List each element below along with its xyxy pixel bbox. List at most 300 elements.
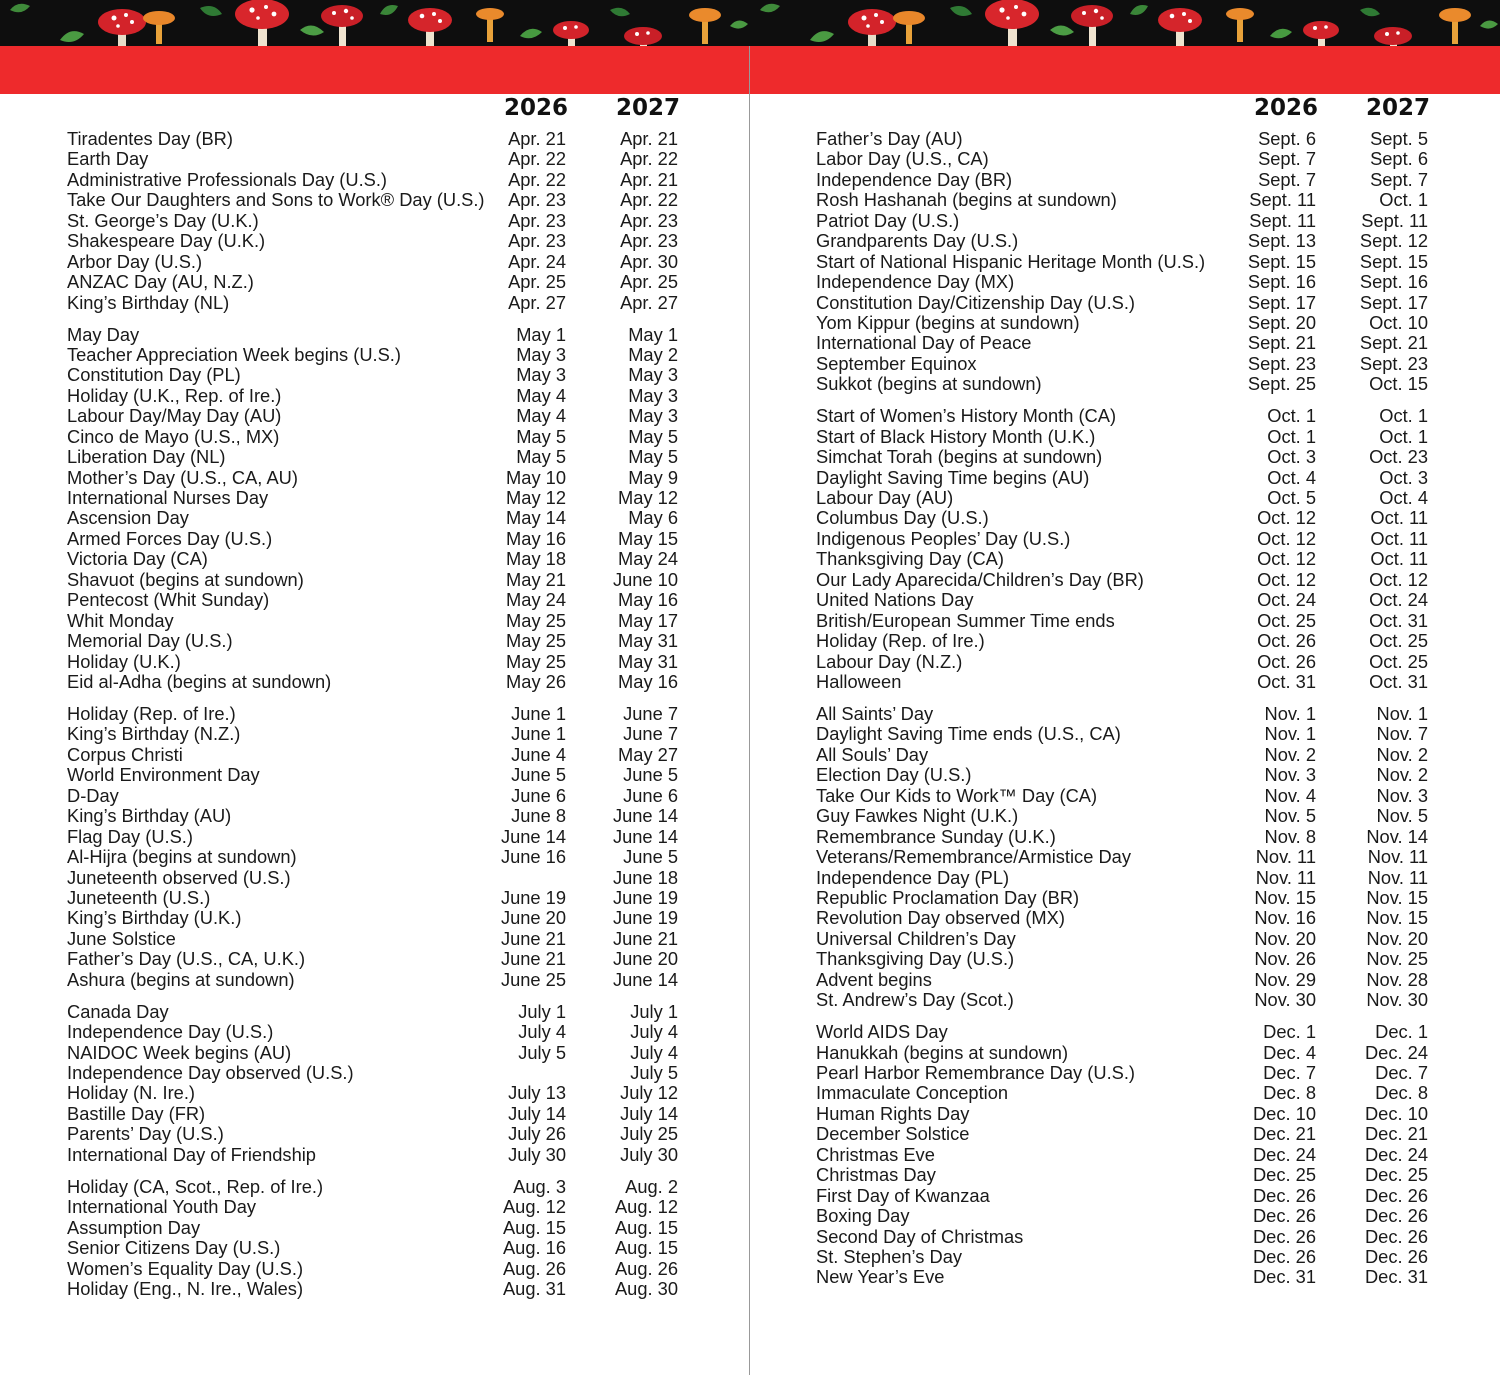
holiday-name: June Solstice bbox=[67, 927, 176, 949]
month-group bbox=[0, 129, 749, 313]
date-2027: Aug. 12 bbox=[614, 1196, 678, 1218]
date-2026: Apr. 23 bbox=[508, 230, 566, 252]
date-2026: Nov. 11 bbox=[1255, 866, 1316, 888]
date-2026: Dec. 7 bbox=[1263, 1062, 1316, 1084]
date-2027: July 25 bbox=[620, 1123, 678, 1145]
date-2026: Apr. 22 bbox=[508, 168, 566, 190]
holiday-row bbox=[750, 908, 1500, 928]
date-2026: May 24 bbox=[506, 589, 566, 611]
year-header-2026: 2026 bbox=[503, 95, 568, 121]
holiday-row bbox=[0, 211, 749, 231]
date-2026: Apr. 25 bbox=[508, 271, 566, 293]
holiday-row bbox=[0, 1145, 749, 1165]
holiday-row bbox=[0, 325, 749, 345]
date-2026: Nov. 15 bbox=[1254, 886, 1316, 908]
holiday-name: D-Day bbox=[67, 784, 119, 806]
holiday-row bbox=[750, 1145, 1500, 1165]
date-2027: Sept. 16 bbox=[1359, 271, 1428, 293]
date-2027: July 14 bbox=[620, 1102, 678, 1124]
date-2027: June 21 bbox=[612, 927, 678, 949]
holiday-name: St. Stephen’s Day bbox=[816, 1245, 962, 1267]
holiday-row bbox=[750, 652, 1500, 672]
holiday-row bbox=[0, 1063, 749, 1083]
holiday-name: Hanukkah (begins at sundown) bbox=[816, 1041, 1069, 1063]
date-2026: Apr. 23 bbox=[508, 189, 566, 211]
date-2026: May 3 bbox=[516, 343, 566, 365]
holiday-name: Shakespeare Day (U.K.) bbox=[67, 230, 266, 252]
holiday-name: December Solstice bbox=[816, 1123, 970, 1145]
date-2027: May 3 bbox=[628, 384, 678, 406]
holiday-row bbox=[0, 468, 749, 488]
holiday-row bbox=[0, 1002, 749, 1022]
holiday-row bbox=[0, 293, 749, 313]
date-2027: Oct. 11 bbox=[1370, 548, 1428, 570]
holiday-row bbox=[750, 672, 1500, 692]
date-2026: Dec. 8 bbox=[1263, 1082, 1316, 1104]
holiday-name: Indigenous Peoples’ Day (U.S.) bbox=[816, 527, 1071, 549]
date-2026: Dec. 24 bbox=[1252, 1143, 1316, 1165]
holiday-name: NAIDOC Week begins (AU) bbox=[67, 1041, 292, 1063]
holiday-name: Labour Day (N.Z.) bbox=[816, 650, 963, 672]
holiday-name: Sukkot (begins at sundown) bbox=[816, 373, 1042, 395]
date-2027: Sept. 11 bbox=[1361, 209, 1428, 231]
holiday-row bbox=[750, 549, 1500, 569]
holiday-name: Armed Forces Day (U.S.) bbox=[67, 527, 273, 549]
month-group bbox=[0, 1002, 749, 1166]
date-2026: July 30 bbox=[508, 1143, 566, 1165]
date-2027: June 14 bbox=[612, 825, 678, 847]
holiday-name: Holiday (Eng., N. Ire., Wales) bbox=[67, 1278, 304, 1299]
holiday-row bbox=[750, 529, 1500, 549]
date-2027: Dec. 25 bbox=[1364, 1164, 1428, 1186]
date-2026: July 14 bbox=[508, 1102, 566, 1124]
holiday-row bbox=[0, 345, 749, 365]
date-2026: June 16 bbox=[500, 846, 566, 868]
date-2027: Aug. 2 bbox=[625, 1175, 678, 1197]
date-2026: Aug. 16 bbox=[502, 1237, 566, 1259]
holiday-row bbox=[750, 190, 1500, 210]
holiday-name: Start of Black History Month (U.K.) bbox=[816, 425, 1096, 447]
date-2026: Aug. 15 bbox=[502, 1216, 566, 1238]
holiday-row bbox=[750, 1124, 1500, 1144]
date-2026: Apr. 27 bbox=[508, 291, 566, 313]
holiday-name: Election Day (U.S.) bbox=[816, 764, 972, 786]
date-2027: Oct. 1 bbox=[1379, 189, 1428, 211]
date-2027: Dec. 24 bbox=[1364, 1143, 1428, 1165]
holiday-row bbox=[0, 1218, 749, 1238]
date-2027: Aug. 15 bbox=[614, 1216, 678, 1238]
holiday-name: Daylight Saving Time begins (AU) bbox=[816, 466, 1090, 488]
holiday-name: Juneteenth (U.S.) bbox=[67, 886, 211, 908]
holiday-name: Rosh Hashanah (begins at sundown) bbox=[816, 189, 1117, 211]
date-2027: Aug. 26 bbox=[614, 1257, 678, 1279]
holiday-row bbox=[0, 129, 749, 149]
date-2027: June 10 bbox=[612, 568, 678, 590]
holiday-row bbox=[750, 272, 1500, 292]
holiday-name: Women’s Equality Day (U.S.) bbox=[67, 1257, 304, 1279]
date-2027: Nov. 28 bbox=[1366, 968, 1428, 990]
holiday-list bbox=[750, 129, 1500, 1299]
holiday-name: Ashura (begins at sundown) bbox=[67, 968, 295, 990]
date-2027: July 4 bbox=[630, 1021, 678, 1043]
holiday-row bbox=[0, 508, 749, 528]
date-2026: Oct. 5 bbox=[1267, 487, 1316, 509]
date-2026: Sept. 13 bbox=[1247, 230, 1316, 252]
holiday-name: Second Day of Christmas bbox=[816, 1225, 1024, 1247]
date-2027: Dec. 10 bbox=[1364, 1102, 1428, 1124]
date-2027: Dec. 7 bbox=[1375, 1062, 1428, 1084]
date-2027: May 5 bbox=[628, 446, 678, 468]
holiday-row bbox=[750, 231, 1500, 251]
date-2026: Apr. 23 bbox=[508, 209, 566, 231]
holiday-row bbox=[750, 354, 1500, 374]
date-2026: May 10 bbox=[506, 466, 566, 488]
holiday-row bbox=[0, 386, 749, 406]
date-2026: Nov. 11 bbox=[1255, 846, 1316, 868]
date-2026: Oct. 12 bbox=[1257, 507, 1316, 529]
date-2027: Dec. 21 bbox=[1364, 1123, 1428, 1145]
date-2027: Apr. 21 bbox=[620, 128, 678, 149]
holiday-row bbox=[0, 190, 749, 210]
holiday-row bbox=[0, 868, 749, 888]
holiday-row bbox=[0, 1238, 749, 1258]
date-2027: Oct. 24 bbox=[1369, 589, 1428, 611]
date-2026: Oct. 26 bbox=[1257, 650, 1316, 672]
date-2027: Oct. 10 bbox=[1369, 311, 1428, 333]
date-2027: June 5 bbox=[623, 846, 678, 868]
holiday-name: Independence Day (PL) bbox=[816, 866, 1010, 888]
holiday-name: Labor Day (U.S., CA) bbox=[816, 148, 989, 170]
holiday-name: May Day bbox=[67, 323, 140, 345]
date-2027: Apr. 22 bbox=[620, 148, 678, 170]
holiday-name: Juneteenth observed (U.S.) bbox=[67, 866, 291, 888]
holiday-row bbox=[0, 406, 749, 426]
date-2027: July 12 bbox=[620, 1082, 678, 1104]
date-2026: Oct. 1 bbox=[1267, 405, 1316, 427]
date-2027: Dec. 8 bbox=[1375, 1082, 1428, 1104]
date-2026: Oct. 24 bbox=[1257, 589, 1316, 611]
date-2027: Apr. 27 bbox=[620, 291, 678, 313]
holiday-row bbox=[0, 652, 749, 672]
date-2027: Oct. 1 bbox=[1379, 425, 1428, 447]
date-2027: Oct. 23 bbox=[1369, 446, 1428, 468]
holiday-row bbox=[750, 570, 1500, 590]
holiday-row bbox=[0, 847, 749, 867]
date-2026: May 14 bbox=[506, 507, 566, 529]
holiday-row bbox=[750, 847, 1500, 867]
date-2027: June 7 bbox=[623, 703, 678, 724]
holiday-name: Constitution Day (PL) bbox=[67, 364, 241, 386]
date-2026: May 18 bbox=[506, 548, 566, 570]
date-2026: July 13 bbox=[508, 1082, 566, 1104]
date-2026: Nov. 29 bbox=[1254, 968, 1316, 990]
date-2026: Sept. 7 bbox=[1258, 148, 1316, 170]
holiday-row bbox=[0, 590, 749, 610]
date-2027: May 15 bbox=[618, 527, 678, 549]
date-2026: Oct. 12 bbox=[1257, 568, 1316, 590]
date-2026: June 14 bbox=[500, 825, 566, 847]
holiday-row bbox=[0, 1043, 749, 1063]
month-group bbox=[0, 704, 749, 990]
holiday-row bbox=[0, 888, 749, 908]
holiday-name: Labour Day (AU) bbox=[816, 487, 954, 509]
holiday-row bbox=[750, 611, 1500, 631]
date-2027: Nov. 3 bbox=[1376, 784, 1428, 806]
holiday-row bbox=[750, 129, 1500, 149]
date-2026: May 4 bbox=[516, 405, 566, 427]
holiday-name: United Nations Day bbox=[816, 589, 974, 611]
date-2027: Nov. 25 bbox=[1366, 948, 1428, 970]
date-2027: May 16 bbox=[618, 589, 678, 611]
date-2026: Dec. 26 bbox=[1252, 1184, 1316, 1206]
holiday-name: Halloween bbox=[816, 670, 902, 692]
holiday-row bbox=[750, 1165, 1500, 1185]
holiday-row bbox=[0, 170, 749, 190]
holiday-name: Universal Children’s Day bbox=[816, 927, 1016, 949]
holiday-name: All Saints’ Day bbox=[816, 703, 934, 724]
holiday-name: Canada Day bbox=[67, 1000, 169, 1022]
month-group bbox=[750, 406, 1500, 692]
holiday-list bbox=[0, 129, 749, 1311]
holiday-name: September Equinox bbox=[816, 352, 977, 374]
holiday-row bbox=[0, 929, 749, 949]
date-2027: Oct. 11 bbox=[1370, 527, 1428, 549]
date-2026: July 1 bbox=[518, 1000, 566, 1022]
holiday-name: New Year’s Eve bbox=[816, 1266, 945, 1288]
holiday-name: Advent begins bbox=[816, 968, 932, 990]
holiday-row bbox=[0, 786, 749, 806]
holiday-name: Al-Hijra (begins at sundown) bbox=[67, 846, 297, 868]
holiday-row bbox=[750, 806, 1500, 826]
holiday-name: King’s Birthday (NL) bbox=[67, 291, 230, 313]
holiday-name: Guy Fawkes Night (U.K.) bbox=[816, 805, 1019, 827]
date-2026: June 21 bbox=[500, 948, 566, 970]
holiday-row bbox=[750, 590, 1500, 610]
holiday-name: Corpus Christi bbox=[67, 743, 183, 765]
date-2027: Dec. 26 bbox=[1364, 1184, 1428, 1206]
holiday-name: British/European Summer Time ends bbox=[816, 609, 1115, 631]
date-2026: Sept. 23 bbox=[1247, 352, 1316, 374]
holiday-name: Victoria Day (CA) bbox=[67, 548, 208, 570]
holiday-row bbox=[750, 211, 1500, 231]
date-2026: June 4 bbox=[511, 743, 566, 765]
holiday-name: Mother’s Day (U.S., CA, AU) bbox=[67, 466, 298, 488]
holiday-row bbox=[0, 529, 749, 549]
date-2027: Nov. 11 bbox=[1367, 866, 1428, 888]
holiday-name: King’s Birthday (U.K.) bbox=[67, 907, 242, 929]
date-2027: May 24 bbox=[618, 548, 678, 570]
date-2026: May 25 bbox=[506, 630, 566, 652]
holiday-row bbox=[750, 786, 1500, 806]
date-2026: May 26 bbox=[506, 670, 566, 692]
date-2026: Sept. 6 bbox=[1258, 128, 1316, 149]
holiday-row bbox=[750, 1186, 1500, 1206]
mushroom-pattern-banner bbox=[0, 0, 1500, 46]
holiday-row bbox=[750, 1022, 1500, 1042]
holiday-row bbox=[750, 447, 1500, 467]
date-2027: June 6 bbox=[623, 784, 678, 806]
holiday-row bbox=[0, 949, 749, 969]
holiday-name: Start of National Hispanic Heritage Month (U.S.) bbox=[816, 250, 1206, 272]
holiday-name: Revolution Day observed (MX) bbox=[816, 907, 1065, 929]
holiday-row bbox=[0, 231, 749, 251]
date-2026: June 19 bbox=[500, 886, 566, 908]
year-header-2026: 2026 bbox=[1253, 95, 1318, 121]
holiday-name: Daylight Saving Time ends (U.S., CA) bbox=[816, 723, 1121, 745]
date-2027: May 6 bbox=[628, 507, 678, 529]
date-2026: June 25 bbox=[500, 968, 566, 990]
month-group bbox=[750, 1022, 1500, 1288]
holiday-row bbox=[750, 970, 1500, 990]
date-2026: Aug. 31 bbox=[502, 1278, 566, 1299]
holiday-name: International Youth Day bbox=[67, 1196, 257, 1218]
holiday-name: Patriot Day (U.S.) bbox=[816, 209, 960, 231]
date-2026: July 5 bbox=[518, 1041, 566, 1063]
holiday-name: Memorial Day (U.S.) bbox=[67, 630, 233, 652]
holiday-row bbox=[750, 333, 1500, 353]
holiday-name: Eid al-Adha (begins at sundown) bbox=[67, 670, 332, 692]
holiday-name: International Day of Friendship bbox=[67, 1143, 316, 1165]
holiday-row bbox=[750, 252, 1500, 272]
holiday-name: King’s Birthday (AU) bbox=[67, 805, 232, 827]
holiday-row bbox=[0, 631, 749, 651]
date-2026: Oct. 12 bbox=[1257, 548, 1316, 570]
date-2026: Apr. 22 bbox=[508, 148, 566, 170]
date-2026: Nov. 1 bbox=[1264, 703, 1316, 724]
holiday-row bbox=[750, 170, 1500, 190]
holiday-name: Our Lady Aparecida/Children’s Day (BR) bbox=[816, 568, 1144, 590]
date-2027: Apr. 23 bbox=[620, 209, 678, 231]
date-2027: Nov. 2 bbox=[1376, 764, 1428, 786]
holiday-name: Holiday (U.K., Rep. of Ire.) bbox=[67, 384, 282, 406]
date-2027: Oct. 11 bbox=[1370, 507, 1428, 529]
holiday-name: Thanksgiving Day (U.S.) bbox=[816, 948, 1015, 970]
date-2026: Dec. 26 bbox=[1252, 1225, 1316, 1247]
date-2027: Apr. 25 bbox=[620, 271, 678, 293]
holiday-name: Parents’ Day (U.S.) bbox=[67, 1123, 224, 1145]
date-2026: Sept. 25 bbox=[1247, 373, 1316, 395]
holiday-row bbox=[750, 488, 1500, 508]
date-2026: May 25 bbox=[506, 609, 566, 631]
date-2026: Nov. 2 bbox=[1264, 743, 1316, 765]
date-2026: Dec. 4 bbox=[1263, 1041, 1316, 1063]
holiday-name: Pentecost (Whit Sunday) bbox=[67, 589, 270, 611]
holiday-name: Take Our Kids to Work™ Day (CA) bbox=[816, 784, 1098, 806]
date-2027: June 18 bbox=[612, 866, 678, 888]
holiday-row bbox=[0, 827, 749, 847]
holiday-row bbox=[750, 468, 1500, 488]
holiday-row bbox=[750, 1247, 1500, 1267]
date-2027: Aug. 30 bbox=[614, 1278, 678, 1299]
date-2027: Nov. 14 bbox=[1366, 825, 1428, 847]
date-2026: Sept. 11 bbox=[1249, 189, 1316, 211]
date-2026: Nov. 1 bbox=[1264, 723, 1316, 745]
month-group bbox=[750, 129, 1500, 395]
holiday-name: Start of Women’s History Month (CA) bbox=[816, 405, 1117, 427]
holiday-name: Holiday (U.K.) bbox=[67, 650, 181, 672]
holiday-row bbox=[0, 704, 749, 724]
date-2027: Sept. 15 bbox=[1359, 250, 1428, 272]
holiday-name: Cinco de Mayo (U.S., MX) bbox=[67, 425, 280, 447]
holiday-row bbox=[0, 1022, 749, 1042]
holiday-row bbox=[750, 949, 1500, 969]
date-2026: May 1 bbox=[516, 323, 566, 345]
date-2026: Nov. 3 bbox=[1264, 764, 1316, 786]
date-2027: Sept. 6 bbox=[1370, 148, 1428, 170]
holiday-name: Assumption Day bbox=[67, 1216, 201, 1238]
holiday-row bbox=[0, 1279, 749, 1299]
date-2026: Dec. 10 bbox=[1252, 1102, 1316, 1124]
holiday-name: Labour Day/May Day (AU) bbox=[67, 405, 282, 427]
date-2027: July 4 bbox=[630, 1041, 678, 1063]
date-2026: Dec. 26 bbox=[1252, 1245, 1316, 1267]
date-2027: Oct. 15 bbox=[1369, 373, 1428, 395]
date-2026: May 3 bbox=[516, 364, 566, 386]
date-2027: Nov. 11 bbox=[1367, 846, 1428, 868]
date-2027: Nov. 15 bbox=[1366, 886, 1428, 908]
date-2026: Sept. 17 bbox=[1247, 291, 1316, 313]
holiday-name: Immaculate Conception bbox=[816, 1082, 1009, 1104]
holiday-row bbox=[750, 990, 1500, 1010]
holiday-name: Whit Monday bbox=[67, 609, 174, 631]
holiday-row bbox=[750, 765, 1500, 785]
date-2027: Dec. 1 bbox=[1375, 1021, 1428, 1043]
date-2027: Oct. 31 bbox=[1369, 670, 1428, 692]
holiday-name: Administrative Professionals Day (U.S.) bbox=[67, 168, 388, 190]
holiday-row bbox=[750, 1063, 1500, 1083]
date-2026: Dec. 1 bbox=[1263, 1021, 1316, 1043]
holiday-name: Father’s Day (AU) bbox=[816, 128, 963, 149]
holiday-name: Teacher Appreciation Week begins (U.S.) bbox=[67, 343, 401, 365]
date-2027: Sept. 7 bbox=[1370, 168, 1428, 190]
holiday-row bbox=[0, 570, 749, 590]
holiday-row bbox=[750, 427, 1500, 447]
date-2026: Oct. 1 bbox=[1267, 425, 1316, 447]
holiday-row bbox=[750, 745, 1500, 765]
holiday-name: Holiday (N. Ire.) bbox=[67, 1082, 195, 1104]
holiday-name: World AIDS Day bbox=[816, 1021, 948, 1043]
date-2027: July 5 bbox=[630, 1062, 678, 1084]
date-2027: Oct. 25 bbox=[1369, 650, 1428, 672]
date-2027: Oct. 1 bbox=[1379, 405, 1428, 427]
date-2026: Nov. 16 bbox=[1254, 907, 1316, 929]
year-header-2027: 2027 bbox=[615, 95, 680, 121]
holiday-name: Tiradentes Day (BR) bbox=[67, 128, 233, 149]
holiday-row bbox=[750, 724, 1500, 744]
holiday-name: St. George’s Day (U.K.) bbox=[67, 209, 259, 231]
date-2027: Oct. 3 bbox=[1379, 466, 1428, 488]
holiday-row bbox=[750, 704, 1500, 724]
date-2027: May 27 bbox=[618, 743, 678, 765]
holiday-row bbox=[0, 549, 749, 569]
holiday-row bbox=[0, 1104, 749, 1124]
holiday-row bbox=[750, 929, 1500, 949]
holiday-name: Holiday (CA, Scot., Rep. of Ire.) bbox=[67, 1175, 324, 1197]
holiday-row bbox=[0, 272, 749, 292]
date-2026: Oct. 4 bbox=[1267, 466, 1316, 488]
holiday-row bbox=[750, 293, 1500, 313]
month-group bbox=[0, 325, 749, 693]
holiday-row bbox=[0, 745, 749, 765]
date-2027: May 12 bbox=[618, 487, 678, 509]
holiday-row bbox=[0, 427, 749, 447]
date-2026: Aug. 12 bbox=[502, 1196, 566, 1218]
holiday-row bbox=[0, 1083, 749, 1103]
holiday-row bbox=[750, 1043, 1500, 1063]
date-2027: Aug. 15 bbox=[614, 1237, 678, 1259]
date-2026: Aug. 3 bbox=[513, 1175, 566, 1197]
date-2027: June 19 bbox=[612, 907, 678, 929]
